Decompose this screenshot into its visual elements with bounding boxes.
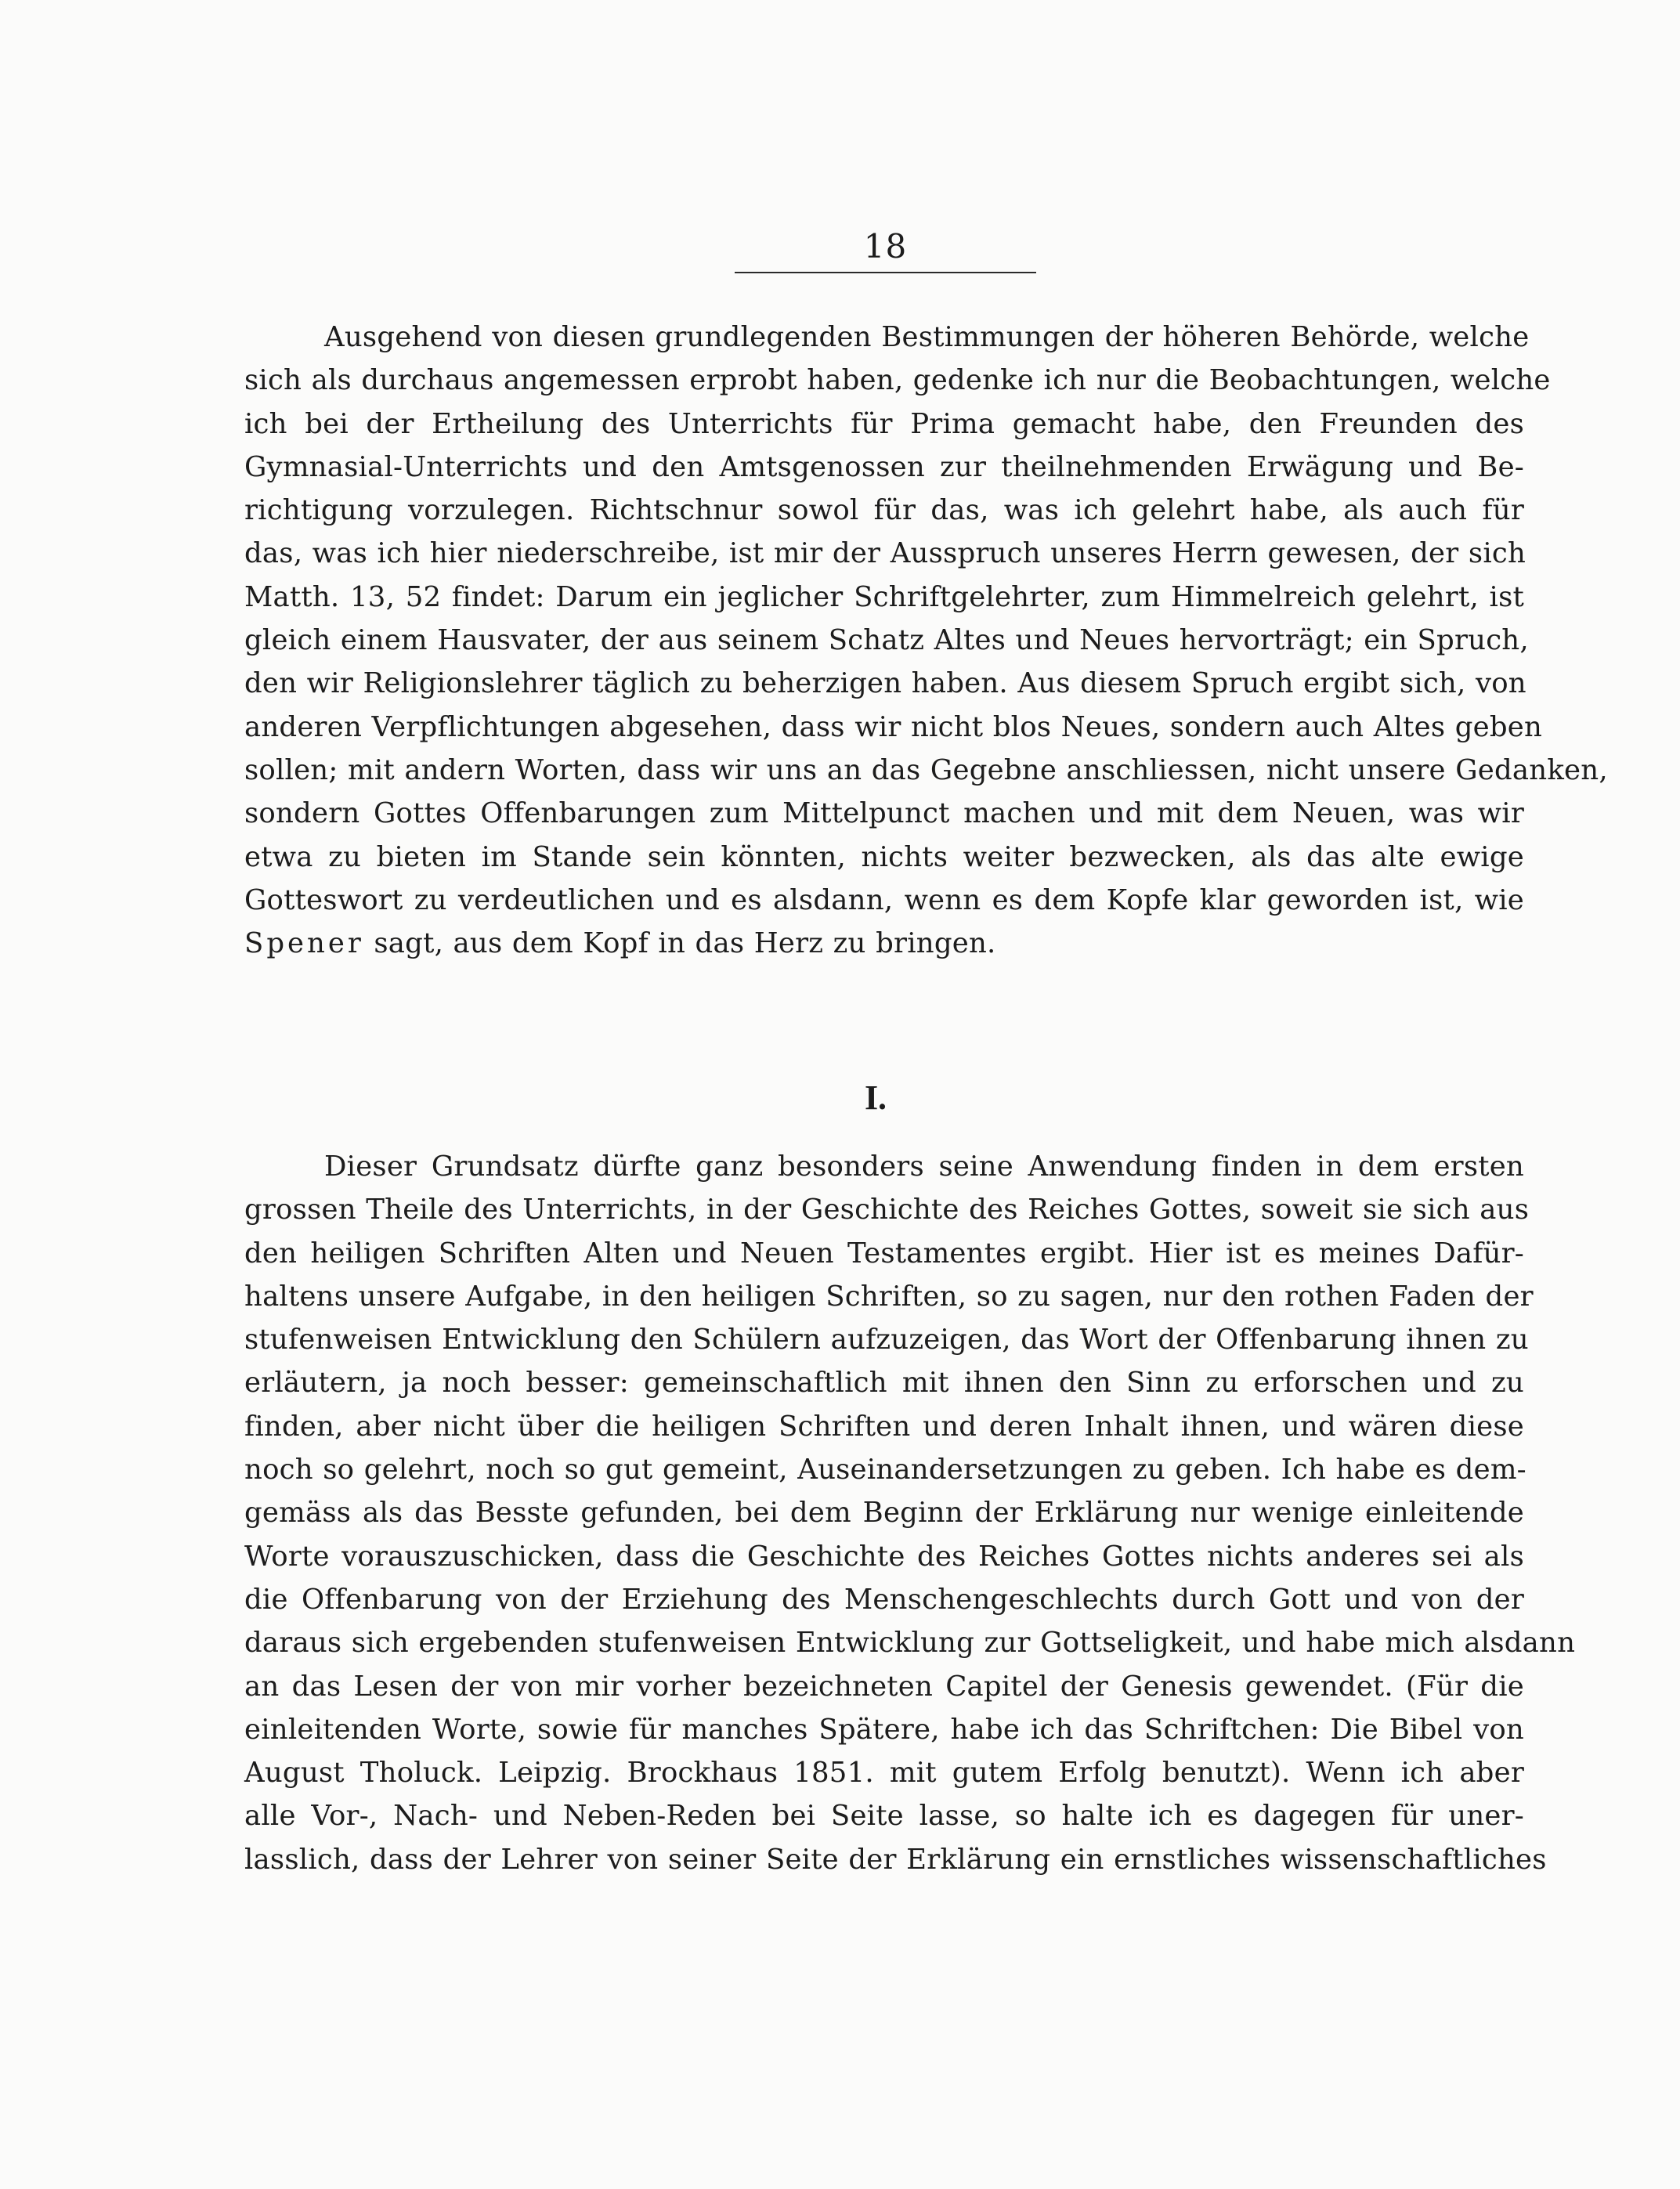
text-line-rest: sagt, aus dem Kopf in das Herz zu bringen. — [363, 927, 996, 960]
text-line: ich bei der Ertheilung des Unterrichts für Prima gemacht habe, den Freunden des — [244, 407, 1524, 440]
spaced-name: Spener — [244, 927, 364, 960]
text-line: den wir Religionslehrer täglich zu beherzigen haben. Aus diesem Spruch ergibt sich, von — [244, 667, 1526, 700]
page-number: 18 — [863, 227, 908, 265]
text-line: noch so gelehrt, noch so gut gemeint, Auseinandersetzungen zu geben. Ich habe es dem- — [244, 1454, 1526, 1486]
text-line: August Tholuck. Leipzig. Brockhaus 1851. mit gutem Erfolg benutzt). Wenn ich aber — [244, 1757, 1524, 1790]
text-line-last — [244, 922, 1524, 965]
text-line: finden, aber nicht über die heiligen Schriften und deren Inhalt ihnen, und wären diese — [244, 1410, 1524, 1443]
text-line: Dieser Grundsatz dürfte ganz besonders seine Anwendung finden in dem ersten — [324, 1150, 1524, 1183]
text-line: gleich einem Hausvater, der aus seinem Schatz Altes und Neues hervorträgt; ein Spruch, — [244, 624, 1529, 657]
text-line: Ausgehend von diesen grundlegenden Bestimmungen der höheren Behörde, welche — [324, 321, 1530, 353]
text-line: daraus sich ergebenden stufenweisen Entwicklung zur Gottseligkeit, und habe mich alsdann — [244, 1627, 1576, 1660]
text-line: sich als durchaus angemessen erprobt haben, gedenke ich nur die Beobachtungen, welche — [244, 364, 1551, 397]
paragraph-1 — [244, 316, 1608, 965]
text-line: anderen Verpflichtungen abgesehen, dass wir nicht blos Neues, sondern auch Altes geben — [244, 710, 1543, 743]
text-line: lasslich, dass der Lehrer von seiner Seite der Erklärung ein ernstliches wissenschaftliches — [244, 1843, 1547, 1876]
section-heading: I. — [864, 1078, 887, 1117]
paragraph-2 — [244, 1145, 1576, 1881]
text-line: gemäss als das Besste gefunden, bei dem Beginn der Erklärung nur wenige einleitende — [244, 1497, 1524, 1530]
text-line: alle Vor-, Nach- und Neben-Reden bei Seite lasse, so halte ich es dagegen für uner- — [244, 1800, 1524, 1833]
text-line: stufenweisen Entwicklung den Schülern aufzuzeigen, das Wort der Offenbarung ihnen zu — [244, 1324, 1529, 1356]
text-line: haltens unsere Aufgabe, in den heiligen Schriften, so zu sagen, nur den rothen Faden der — [244, 1280, 1534, 1313]
text-line: sondern Gottes Offenbarungen zum Mittelpunct machen und mit dem Neuen, was wir — [244, 797, 1524, 830]
text-line: Gotteswort zu verdeutlichen und es alsdann, wenn es dem Kopfe klar geworden ist, wie — [244, 883, 1524, 916]
text-line: etwa zu bieten im Stande sein könnten, nichts weiter bezwecken, als das alte ewige — [244, 840, 1524, 873]
page-header — [735, 227, 1036, 266]
header-rule — [735, 272, 1036, 273]
text-line: einleitenden Worte, sowie für manches Spätere, habe ich das Schriftchen: Die Bibel von — [244, 1713, 1524, 1746]
text-line: das, was ich hier niederschreibe, ist mir der Ausspruch unseres Herrn gewesen, der sich — [244, 537, 1526, 570]
text-line: grossen Theile des Unterrichts, in der Geschichte des Reiches Gottes, soweit sie sich aus — [244, 1194, 1530, 1226]
text-line: an das Lesen der von mir vorher bezeichneten Capitel der Genesis gewendet. (Für die — [244, 1670, 1524, 1703]
text-line: erläutern, ja noch besser: gemeinschaftlich mit ihnen den Sinn zu erforschen und zu — [244, 1367, 1524, 1400]
text-line: sollen; mit andern Worten, dass wir uns an das Gegebne anschliessen, nicht unsere Gedanken, — [244, 753, 1608, 786]
text-line: Worte vorauszuschicken, dass die Geschichte des Reiches Gottes nichts anderes sei als — [244, 1540, 1524, 1573]
text-line: die Offenbarung von der Erziehung des Menschengeschlechts durch Gott und von der — [244, 1583, 1524, 1616]
text-line: Matth. 13, 52 findet: Darum ein jeglicher Schriftgelehrter, zum Himmelreich gelehrt, ist — [244, 580, 1524, 613]
text-line: richtigung vorzulegen. Richtschnur sowol für das, was ich gelehrt habe, als auch für — [244, 494, 1524, 527]
text-line: Gymnasial-Unterrichts und den Amtsgenossen zur theilnehmenden Erwägung und Be- — [244, 450, 1524, 483]
text-line: den heiligen Schriften Alten und Neuen Testamentes ergibt. Hier ist es meines Dafür- — [244, 1237, 1524, 1270]
